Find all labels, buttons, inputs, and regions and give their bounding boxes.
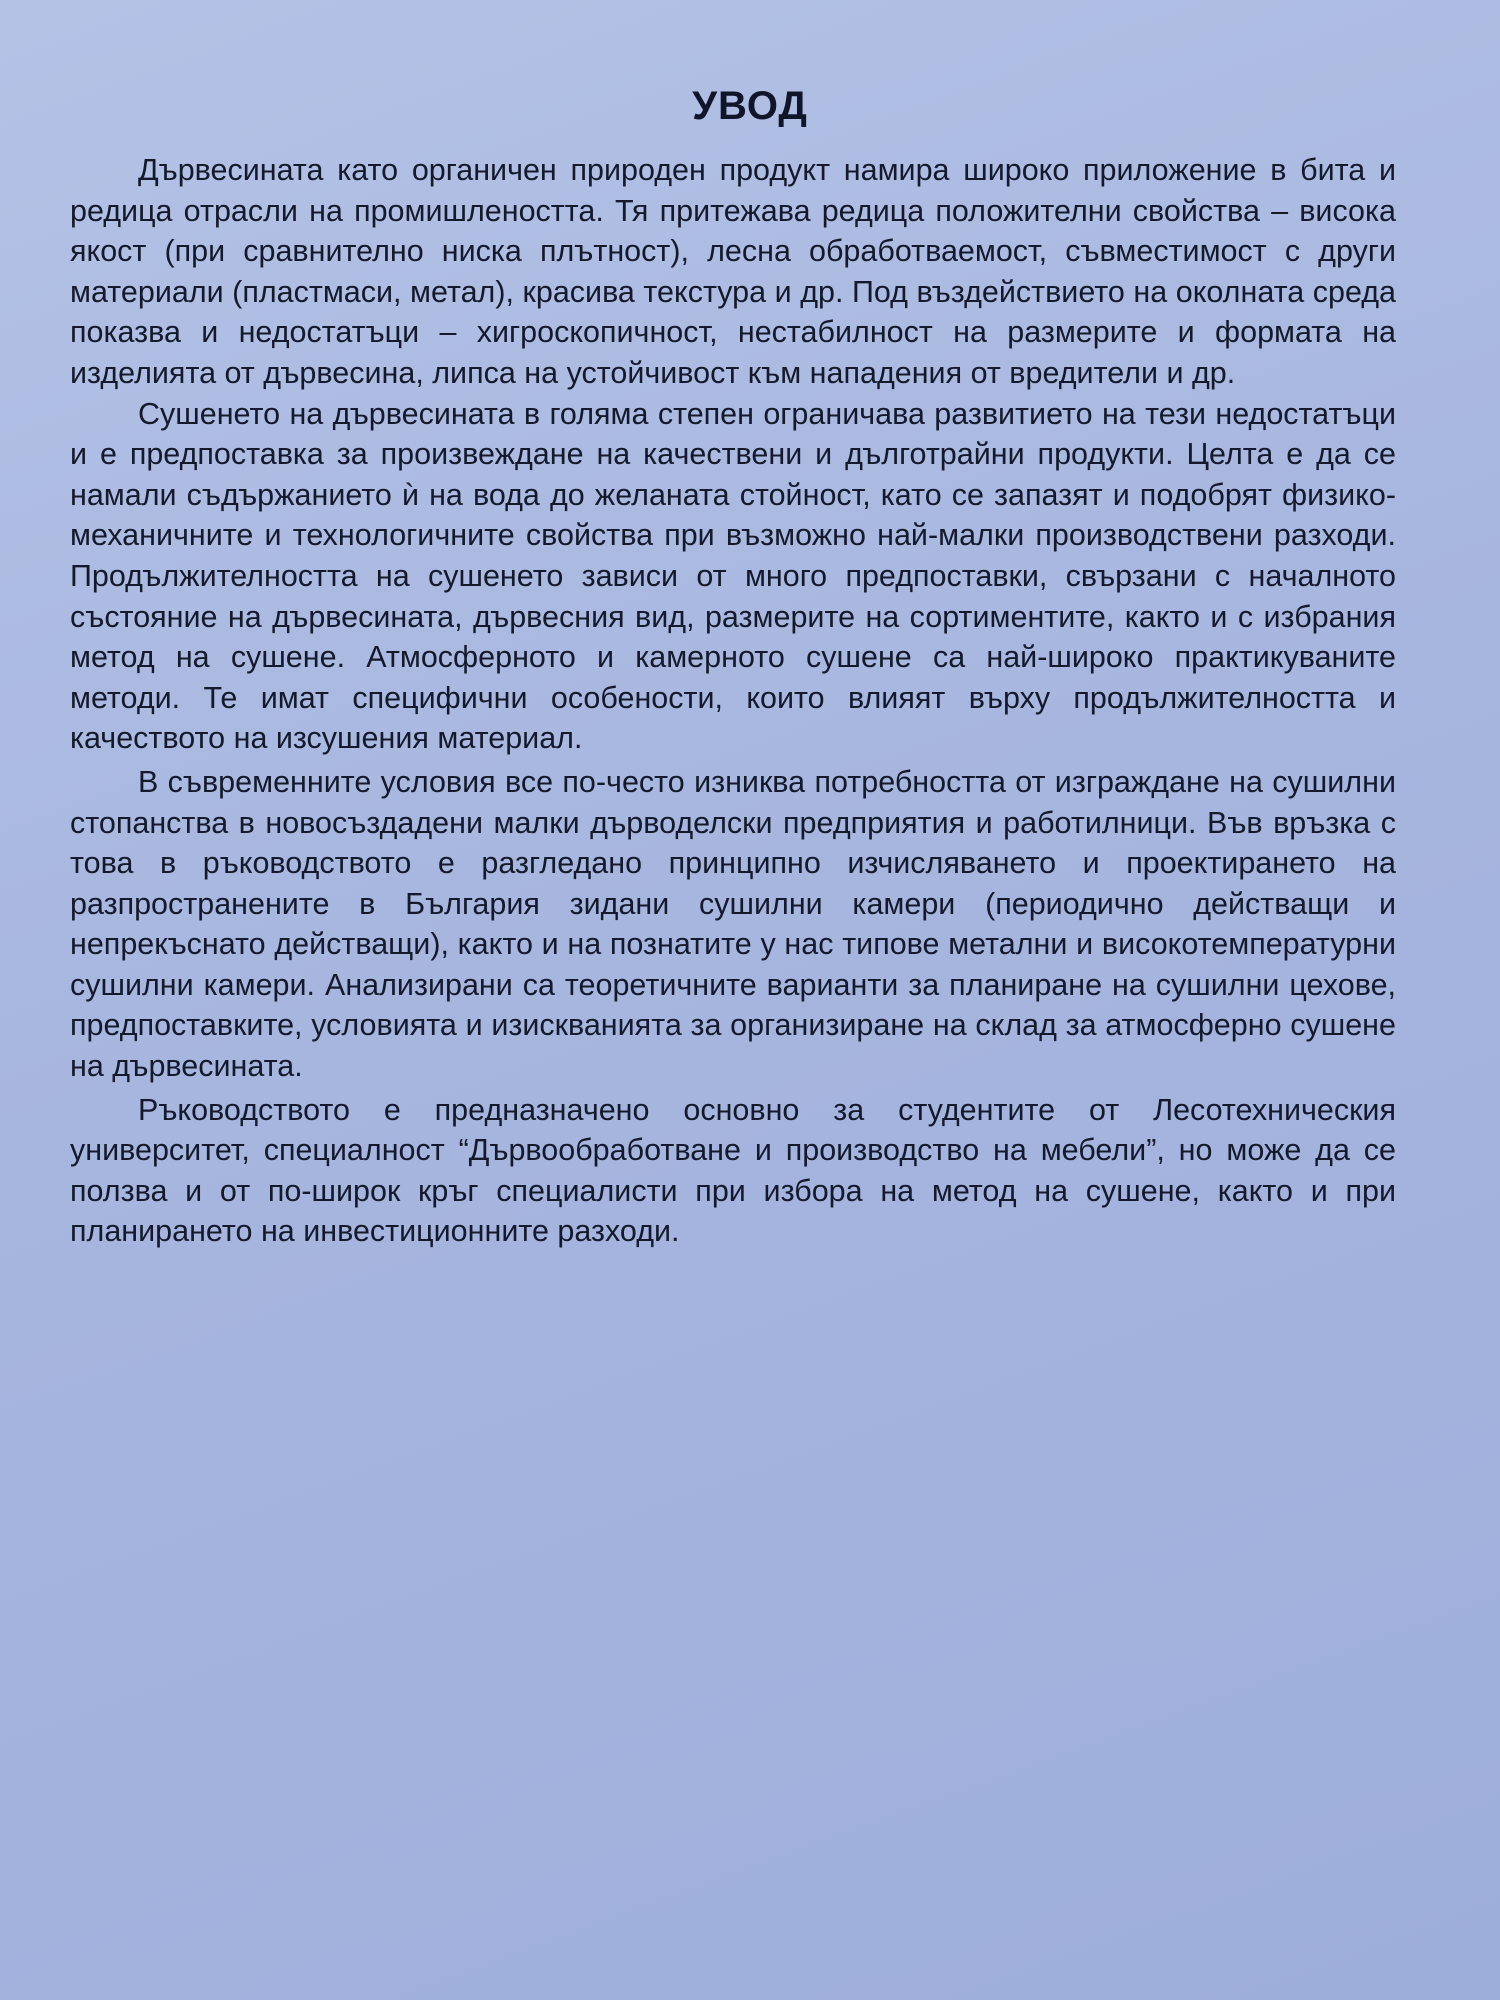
paragraph: Дървесината като органичен природен продукт намира широко приложение в бита и редица отрасли на промишлеността. Тя притежава редица положителни свойства – висока якост (при сравнително ниска плътност), лесна обработваемост, съвместимост с други материали (пластмаси, метал), красива текстура и др. Под въздействието на околната среда показва и недостатъци – хигроскопичност, нестабилност на размерите и формата на изделията от дървесина, липса на устойчивост към нападения от вредители и др. xyxy=(70,153,1396,390)
page-title: УВОД xyxy=(692,84,808,128)
document-body xyxy=(70,150,1396,1252)
paragraph: В съвременните условия все по-често изниква потребността от изграждане на сушилни стопанства в новосъздадени малки дърводелски предприятия и работилници. Във връзка с това в ръководството е разгледано принципно изчисляването и проектирането на разпространените в България зидани сушилни камери (периодично действащи и непрекъснато действащи), както и на познатите у нас типове метални и високотемпературни сушилни камери. Анализирани са теоретичните варианти за планиране на сушилни цехове, предпоставките, условията и изискванията за организиране на склад за атмосферно сушене на дървесината. xyxy=(70,764,1396,1084)
paragraph: Сушенето на дървесината в голяма степен ограничава развитието на тези недостатъци и е предпоставка за произвеждане на качествени и дълготрайни продукти. Целта е да се намали съдържанието ѝ на вода до желаната стойност, като се запазят и подобрят физико-механичните и технологичните свойства при възможно най-малки производствени разходи. Продължителността на сушенето зависи от много предпоставки, свързани с началното състояние на дървесината, дървесния вид, размерите на сортиментите, както и с избрания метод на сушене. Атмосферното и камерното сушене са най-широко практикуваните методи. Те имат специфични особености, които влияят върху продължителността и качеството на изсушения материал. xyxy=(70,396,1396,756)
paragraph: Ръководството е предназначено основно за студентите от Лесотехническия университет, специалност “Дървообработване и производство на мебели”, но може да се ползва и от по-широк кръг специалисти при избора на метод на сушене, както и при планирането на инвестиционните разходи. xyxy=(70,1092,1396,1249)
